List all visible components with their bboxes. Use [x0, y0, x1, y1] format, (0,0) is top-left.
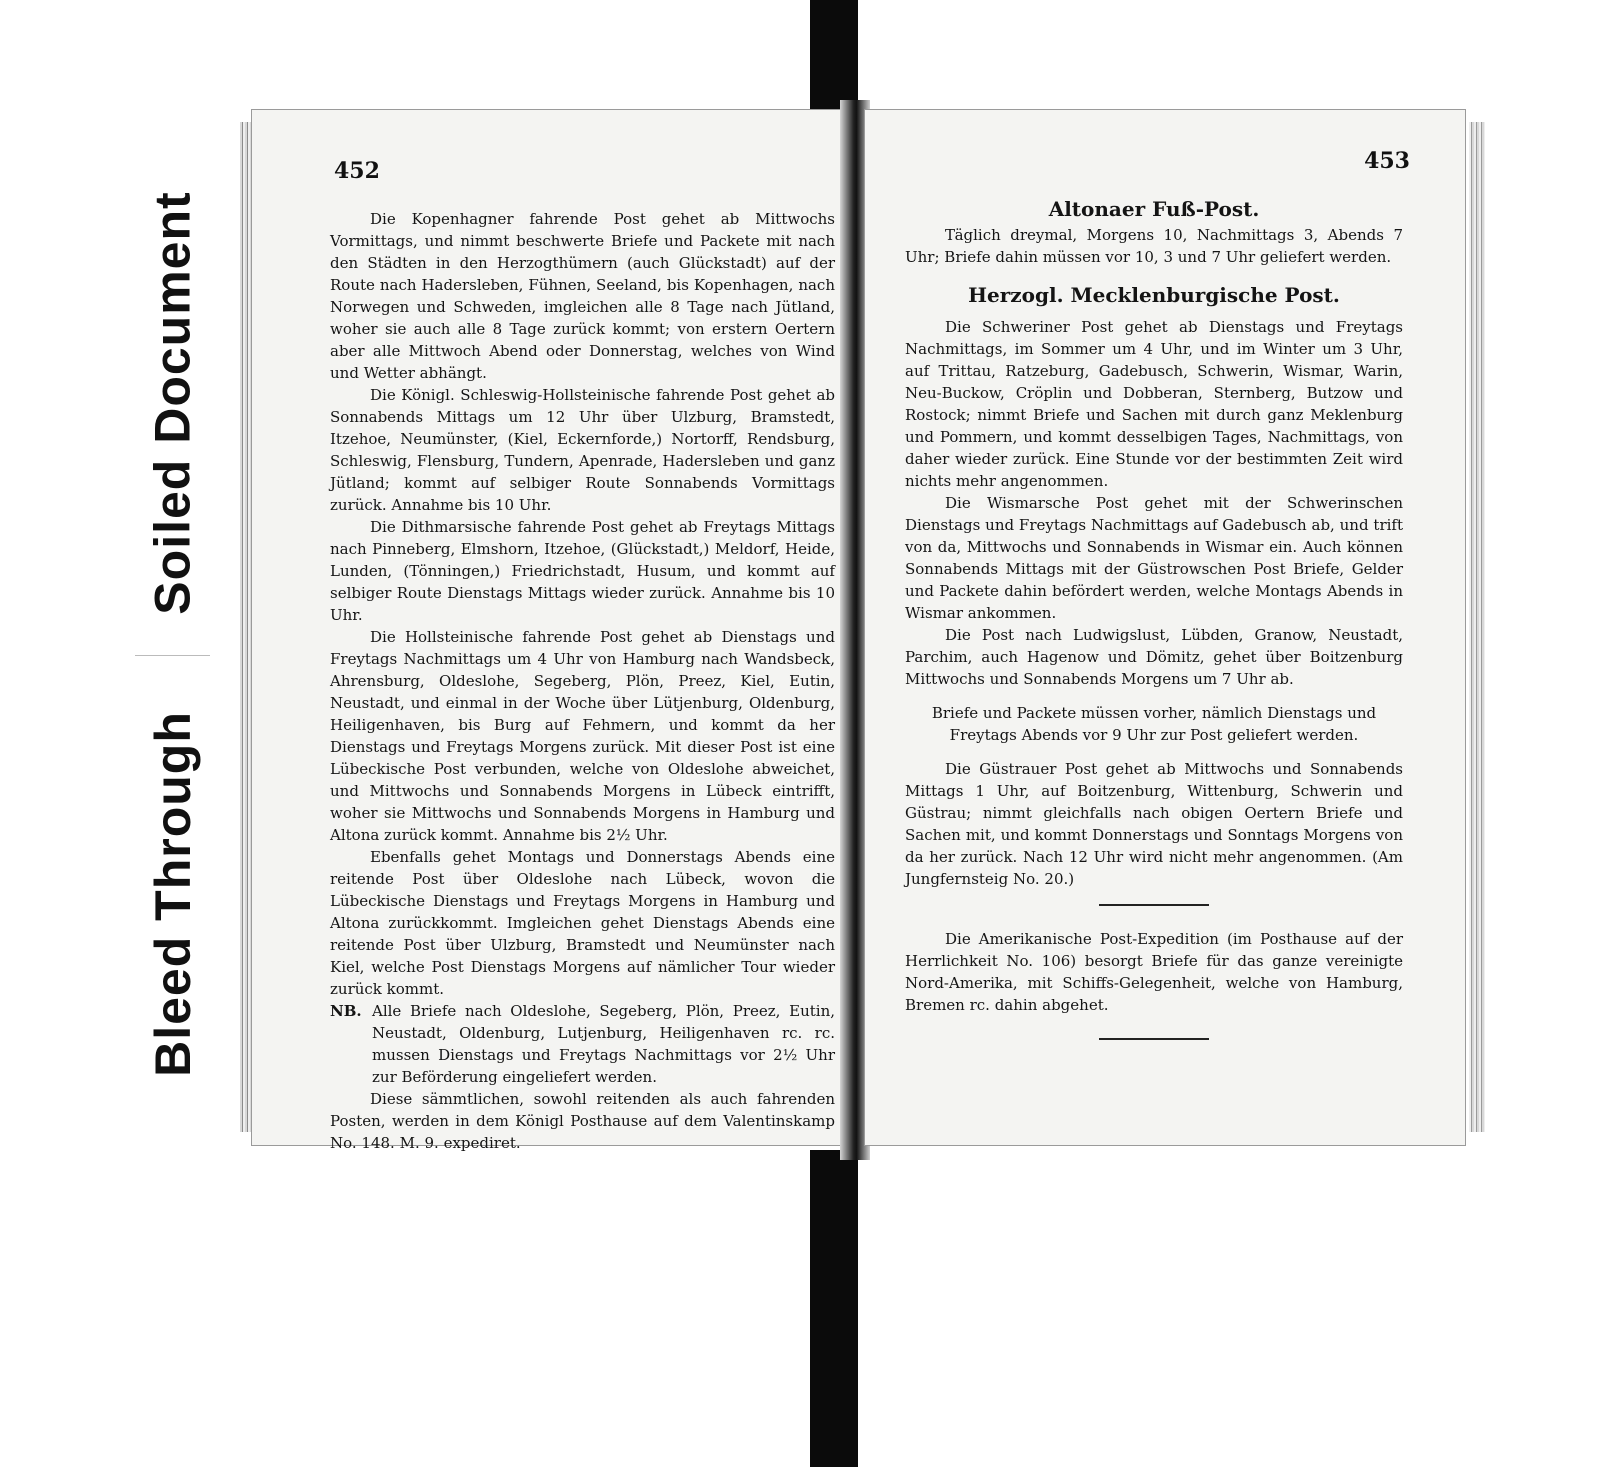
right-page-edges	[1469, 122, 1485, 1132]
paragraph: Die Königl. Schleswig-Hollsteinische fahrende Post gehet ab Sonnabends Mittags um 12 Uhr über Ulzburg, Bramstedt, Itzehoe, Neumünster, (Kiel, Eckernforde,) Nortorff, Rendsburg, Schleswig, Flensburg, Tundern, Apenrade, Hadersleben und ganz Jütland; kommt auf selbiger Route Sonnabends Vormittags zurück. Annahme bis 10 Uhr.	[330, 386, 835, 514]
paragraph: Die Kopenhagner fahrende Post gehet ab Mittwochs Vormittags, und nimmt beschwerte Briefe und Packete mit nach den Städten in den Herzogthümern (auch Glückstadt) auf der Route nach Hadersleben, Fühnen, Seeland, bis Kopenhagen, nach Norwegen und Schweden, imgleichen alle 8 Tage nach Jütland, woher sie auch alle 8 Tage zurück kommt; von erstern Oertern aber alle Mittwoch Abend oder Donnerstag, welches von Wind und Wetter abhängt.	[330, 210, 835, 382]
nota-bene	[330, 1000, 835, 1088]
right-page-text	[905, 194, 1403, 1062]
section-rule	[1099, 904, 1209, 906]
page-number-left: 452	[334, 158, 380, 184]
nb-text: Alle Briefe nach Oldeslohe, Segeberg, Plön, Preez, Eutin, Neustadt, Oldenburg, Lutjenburg, Heiligenhaven rc. rc. mussen Dienstags und Freytags Nachmittags vor 2½ Uhr zur Beförderung eingeliefert werden.	[372, 1002, 835, 1086]
paragraph: Täglich dreymal, Morgens 10, Nachmittags 3, Abends 7 Uhr; Briefe dahin müssen vor 10, 3 und 7 Uhr geliefert werden.	[905, 226, 1403, 266]
paragraph: Die Güstrauer Post gehet ab Mittwochs und Sonnabends Mittags 1 Uhr, auf Boitzenburg, Wittenburg, Schwerin und Güstrau; nimmt gleichfalls nach obigen Oertern Briefe und Sachen mit, und kommt Donnerstags und Sonntags Morgens von da her zurück. Nach 12 Uhr wird nicht mehr angenommen. (Am Jungfernsteig No. 20.)	[905, 760, 1403, 888]
left-page	[252, 110, 854, 1152]
paragraph: Die Dithmarsische fahrende Post gehet ab Freytags Mittags nach Pinneberg, Elmshorn, Itzehoe, (Glückstadt,) Meldorf, Heide, Lunden, (Tönningen,) Friedrichstadt, Husum, und kommt auf selbiger Route Dienstags Mittags wieder zurück. Annahme bis 10 Uhr.	[330, 518, 835, 624]
paragraph: Die Schweriner Post gehet ab Dienstags und Freytags Nachmittags, im Sommer um 4 Uhr, und im Winter um 3 Uhr, auf Trittau, Ratzeburg, Gadebusch, Schwerin, Wismar, Warin, Neu-Buckow, Cröplin und Dobberan, Sternberg, Butzow und Rostock; nimmt Briefe und Sachen mit durch ganz Meklenburg und Pommern, und kommt desselbigen Tages, Nachmittags, von daher wieder zurück. Eine Stunde vor der bestimmten Zeit wird nichts mehr angenommen.	[905, 318, 1403, 490]
paragraph: Die Hollsteinische fahrende Post gehet ab Dienstags und Freytags Nachmittags um 4 Uhr von Hamburg nach Wandsbeck, Ahrensburg, Oldeslohe, Segeberg, Plön, Preez, Kiel, Eutin, Neustadt, und einmal in der Woche über Lütjenburg, Oldenburg, Heiligenhaven, bis Burg auf Fehmern, und kommt da her Dienstags und Freytags Morgens zurück. Mit dieser Post ist eine Lübeckische Post verbunden, welche von Oldeslohe abweichet, und Mittwochs und Sonnabends Morgens in Lübeck eintrifft, woher sie Mittwochs und Sonnabends Morgens in Hamburg und Altona zurück kommt. Annahme bis 2½ Uhr.	[330, 628, 835, 844]
section-heading: Herzogl. Mecklenburgische Post.	[968, 283, 1340, 307]
right-page	[865, 110, 1465, 1145]
paragraph: Ebenfalls gehet Montags und Donnerstags Abends eine reitende Post über Oldeslohe nach Lübeck, wovon die Lübeckische Dienstags und Freytags Morgens in Hamburg und Altona zurückkommt. Imgleichen gehet Dienstags Abends eine reitende Post über Ulzburg, Bramstedt und Neumünster nach Kiel, welche Post Dienstags Morgens auf nämlicher Tour wieder zurück kommt.	[330, 848, 835, 998]
side-label	[135, 150, 210, 1120]
section-rule	[1099, 1038, 1209, 1040]
section-heading: Altonaer Fuß-Post.	[1048, 197, 1260, 221]
paragraph: Die Amerikanische Post-Expedition (im Posthause auf der Herrlichkeit No. 106) besorgt Briefe für das ganze vereinigte Nord-Amerika, mit Schiffs-Gelegenheit, welche von Hamburg, Bremen rc. dahin abgehet.	[905, 930, 1403, 1014]
soiled-document-label: Soiled Document	[135, 150, 210, 656]
nb-mark: NB.	[330, 1002, 362, 1020]
left-page-text	[330, 208, 835, 1154]
paragraph: Die Wismarsche Post gehet mit der Schwerinschen Dienstags und Freytags Nachmittags auf Gadebusch ab, und trift von da, Mittwochs und Sonnabends in Wismar ein. Auch können Sonnabends Mittags mit der Güstrowschen Post Briefe, Gelder und Packete dahin befördert werden, welche Montags Abends in Wismar ankommen.	[905, 494, 1403, 622]
film-strip-bottom	[810, 1150, 858, 1467]
page-number-right: 453	[1364, 148, 1410, 174]
paragraph: Die Post nach Ludwigslust, Lübden, Granow, Neustadt, Parchim, auch Hagenow und Dömitz, gehet über Boitzenburg Mittwochs und Sonnabends Morgens um 7 Uhr ab.	[905, 626, 1403, 688]
closing-paragraph: Diese sämmtlichen, sowohl reitenden als auch fahrenden Posten, werden in dem Königl Posthause auf dem Valentinskamp No. 148. M. 9. expediret.	[330, 1090, 835, 1152]
bleed-through-label: Bleed Through	[135, 668, 210, 1120]
notice-paragraph: Briefe und Packete müssen vorher, nämlich Dienstags und Freytags Abends vor 9 Uhr zur Post geliefert werden.	[931, 704, 1377, 744]
open-book	[240, 100, 1485, 1160]
